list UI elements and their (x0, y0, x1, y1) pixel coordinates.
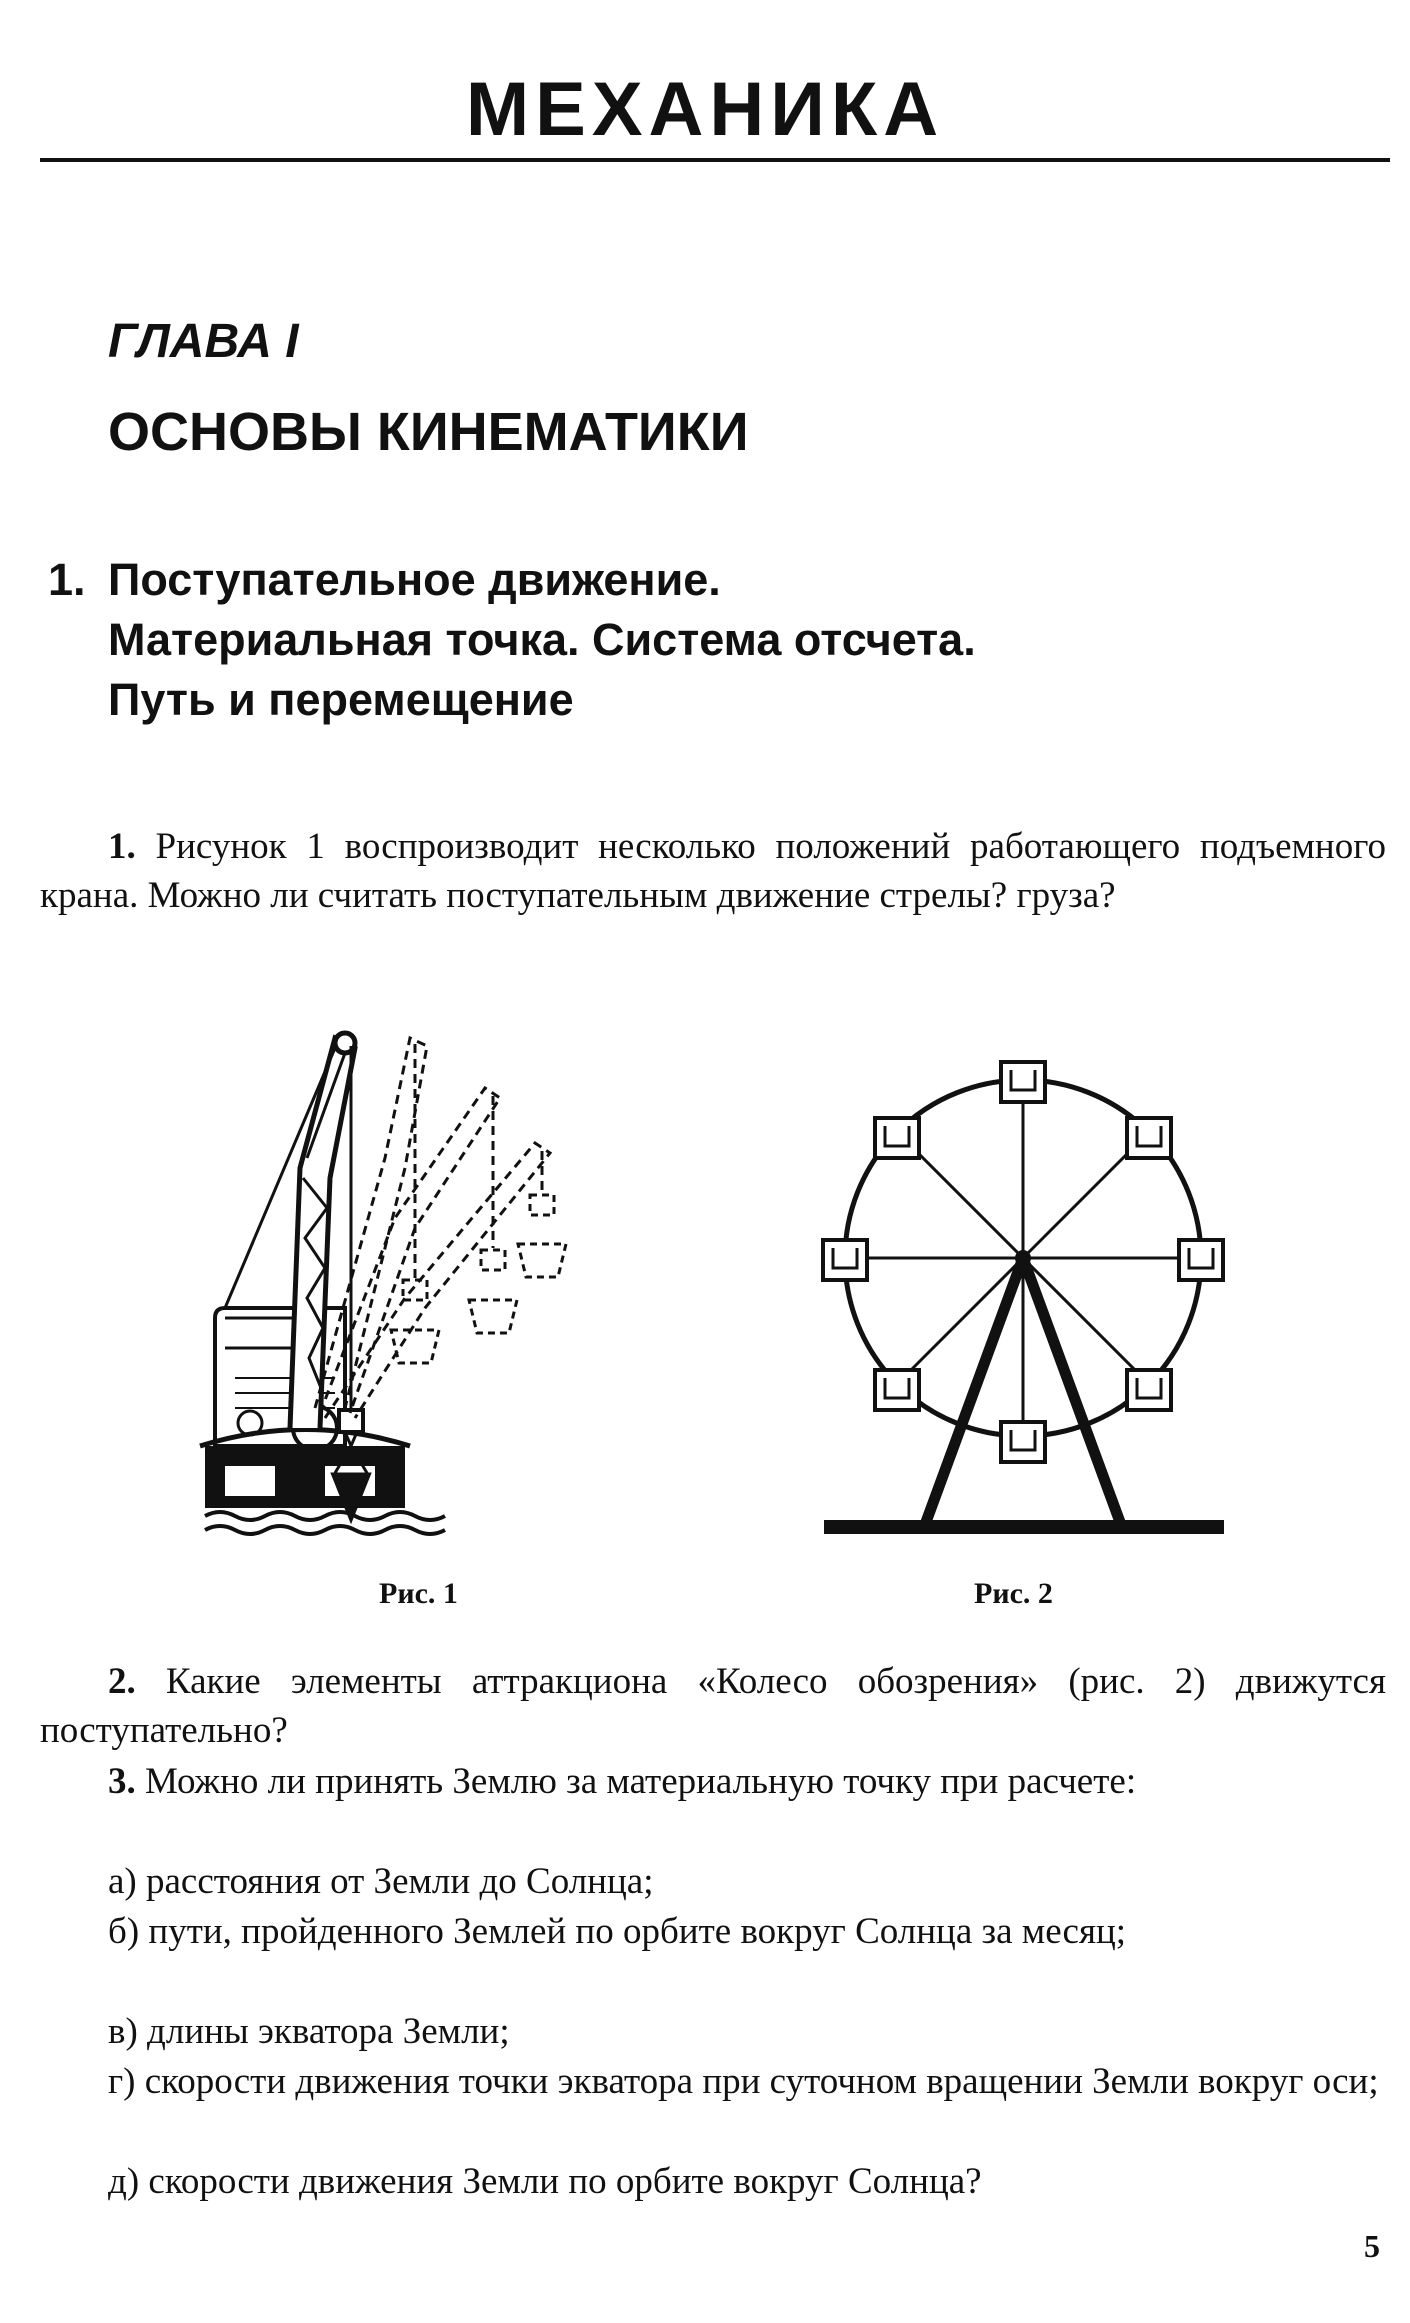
problem-1-number: 1. (108, 826, 136, 867)
problem-2-number: 2. (108, 1661, 136, 1702)
problem-3-item-a: а) расстояния от Земли до Солнца; (108, 1861, 654, 1902)
paragraph-number: 1. (48, 554, 86, 605)
chapter-label: ГЛАВА I (108, 315, 299, 368)
crane-pontoon (205, 1446, 405, 1508)
paragraph-title-line-3: Путь и перемещение (108, 674, 574, 725)
problem-3-number: 3. (108, 1761, 136, 1802)
figure-2-caption: Рис. 2 (974, 1577, 1053, 1610)
problem-2-text: Какие элементы аттракциона «Колесо обозрения» (рис. 2) движутся поступательно? (40, 1661, 1386, 1751)
problem-3 (40, 1757, 1386, 1806)
problem-3-item-b: б) пути, пройденного Землей по орбите вокруг Солнца за месяц; (108, 1911, 1127, 1952)
paragraph-title-line-2: Материальная точка. Система отсчета. (108, 614, 976, 665)
section-title: МЕХАНИКА (465, 67, 945, 152)
problem-3-item-e: д) скорости движения Земли по орбите вокруг Солнца? (108, 2161, 982, 2202)
problem-1-text: Рисунок 1 воспроизводит несколько положений работающего подъемного крана. Можно ли считать поступательным движение стрелы? груза? (40, 826, 1386, 916)
problem-2 (40, 1657, 1386, 1755)
problem-3-text: Можно ли принять Землю за материальную точку при расчете: (145, 1761, 1137, 1802)
problem-3-item-c: в) длины экватора Земли; (108, 2011, 510, 2052)
title-rule (40, 158, 1390, 162)
chapter-title: ОСНОВЫ КИНЕМАТИКИ (108, 402, 749, 462)
figure-1-caption: Рис. 1 (379, 1577, 458, 1610)
figure-1-crane (195, 1018, 685, 1538)
wheel-hub (1015, 1250, 1031, 1266)
paragraph-title-line-1: Поступательное движение. (108, 554, 721, 605)
page-number: 5 (1364, 2228, 1380, 2264)
figure-2-ferris-wheel (808, 1060, 1236, 1540)
problem-3-item-d: г) скорости движения точки экватора при суточном вращении Земли вокруг оси; (108, 2061, 1379, 2102)
crane-load-ghosts (391, 1195, 566, 1363)
problem-1 (40, 822, 1386, 920)
crane-water (205, 1512, 445, 1534)
wheel-base (824, 1520, 1224, 1534)
